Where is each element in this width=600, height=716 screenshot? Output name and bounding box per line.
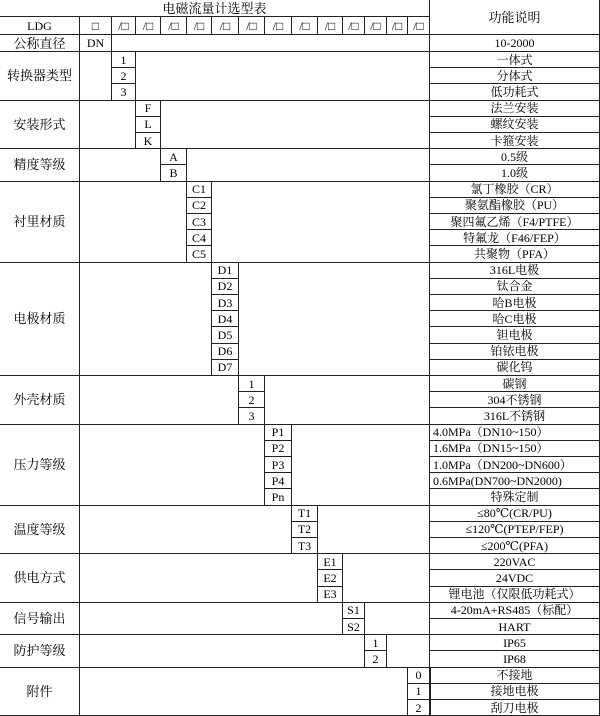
group-label: 转换器类型 — [0, 52, 80, 101]
option-desc: 304不锈钢 — [430, 392, 600, 408]
model-slot-box: /□ — [136, 17, 161, 35]
option-desc: HART — [430, 619, 600, 635]
model-slot-box: /□ — [212, 17, 239, 35]
empty-cell — [239, 263, 430, 376]
option-desc: 聚氨酯橡胶（PU） — [430, 198, 600, 214]
option-code: P2 — [265, 441, 292, 457]
model-slot-box: /□ — [318, 17, 343, 35]
model-slot-box: /□ — [265, 17, 292, 35]
option-desc: 4-20mA+RS485（标配） — [430, 603, 600, 619]
option-desc: 共聚物（PFA） — [430, 246, 600, 262]
table-title: 电磁流量计选型表 — [0, 0, 430, 17]
empty-cell — [80, 554, 318, 603]
option-desc: 接地电极 — [430, 684, 600, 700]
option-code: D7 — [212, 360, 239, 376]
option-code: E2 — [318, 570, 343, 586]
option-code: S2 — [343, 619, 365, 635]
model-slot-box: /□ — [387, 17, 408, 35]
diameter-label: 公称直径 — [0, 35, 80, 52]
option-code: F — [136, 101, 161, 117]
option-code: E1 — [318, 554, 343, 570]
option-code: 1 — [365, 635, 387, 651]
group-label: 防护等级 — [0, 635, 80, 667]
group-label: 精度等级 — [0, 149, 80, 181]
group-label: 信号输出 — [0, 603, 80, 635]
option-code: C2 — [187, 198, 212, 214]
option-desc: 铂铱电极 — [430, 344, 600, 360]
option-desc: 特氟龙（F46/FEP） — [430, 230, 600, 246]
option-desc: 24VDC — [430, 570, 600, 586]
option-code: C5 — [187, 246, 212, 262]
empty-cell — [80, 263, 212, 376]
option-code: 1 — [408, 684, 430, 700]
empty-cell — [212, 182, 430, 263]
option-code: 1 — [112, 52, 136, 68]
empty-cell — [80, 149, 161, 181]
empty-cell — [265, 376, 430, 425]
option-desc: 聚四氟乙烯（F4/PTFE） — [430, 214, 600, 230]
empty-cell — [136, 52, 430, 101]
empty-cell — [80, 603, 343, 635]
empty-cell — [80, 506, 292, 555]
option-code: Pn — [265, 489, 292, 505]
option-desc: 0.5级 — [430, 149, 600, 165]
option-desc: 1.0MPa（DN200~DN600） — [430, 457, 600, 473]
diameter-desc: 10-2000 — [430, 35, 600, 52]
option-code: 2 — [239, 392, 265, 408]
option-code: D2 — [212, 279, 239, 295]
option-code: 2 — [365, 651, 387, 667]
option-code: 3 — [112, 84, 136, 100]
option-code: 2 — [408, 700, 430, 716]
empty-cell — [292, 425, 430, 506]
option-desc: 0.6MPa(DN700~DN2000) — [430, 473, 600, 489]
option-desc: 1.6MPa（DN15~150） — [430, 441, 600, 457]
group-label: 温度等级 — [0, 506, 80, 555]
option-desc: 锂电池（仅限低功耗式） — [430, 587, 600, 603]
group-label: 外壳材质 — [0, 376, 80, 425]
function-header: 功能说明 — [430, 0, 600, 35]
model-prefix: LDG — [0, 17, 80, 35]
option-desc: 316L不锈钢 — [430, 408, 600, 424]
group-label: 衬里材质 — [0, 182, 80, 263]
option-desc: 法兰安装 — [430, 101, 600, 117]
empty-cell — [80, 668, 408, 716]
group-label: 供电方式 — [0, 554, 80, 603]
option-code: D6 — [212, 344, 239, 360]
option-code: B — [161, 165, 187, 181]
option-code: P1 — [265, 425, 292, 441]
model-slot-box: /□ — [112, 17, 136, 35]
option-desc: 钛合金 — [430, 279, 600, 295]
model-box: □ — [80, 17, 112, 35]
option-desc: 碳化钨 — [430, 360, 600, 376]
empty-cell — [80, 425, 265, 506]
option-code: K — [136, 133, 161, 149]
option-code: C4 — [187, 230, 212, 246]
option-code: L — [136, 117, 161, 133]
option-code: 2 — [112, 68, 136, 84]
model-slot-box: /□ — [365, 17, 387, 35]
group-label: 安装形式 — [0, 101, 80, 150]
option-desc: IP68 — [430, 651, 600, 667]
option-code: C1 — [187, 182, 212, 198]
option-desc: 氯丁橡胶（CR） — [430, 182, 600, 198]
option-code: D1 — [212, 263, 239, 279]
model-slot-box: /□ — [187, 17, 212, 35]
option-desc: 刮刀电极 — [430, 700, 600, 716]
option-desc: 钽电极 — [430, 327, 600, 343]
option-desc: 1.0级 — [430, 165, 600, 181]
option-desc: 哈B电极 — [430, 295, 600, 311]
model-slot-box: /□ — [408, 17, 430, 35]
group-label: 电极材质 — [0, 263, 80, 376]
option-desc: IP65 — [430, 635, 600, 651]
option-desc: 碳钢 — [430, 376, 600, 392]
option-code: C3 — [187, 214, 212, 230]
option-desc: 特殊定制 — [430, 489, 600, 505]
option-desc: 316L电极 — [430, 263, 600, 279]
option-code: 0 — [408, 668, 430, 684]
empty-cell — [161, 101, 430, 150]
option-code: D4 — [212, 311, 239, 327]
option-desc: ≤80℃(CR/PU) — [430, 506, 600, 522]
empty-cell — [112, 35, 430, 52]
option-code: D5 — [212, 327, 239, 343]
empty-cell — [80, 101, 136, 150]
option-code: S1 — [343, 603, 365, 619]
group-label: 附件 — [0, 668, 80, 716]
option-code: E3 — [318, 587, 343, 603]
option-desc: 不接地 — [430, 668, 600, 684]
option-desc: ≤200℃(PFA) — [430, 538, 600, 554]
option-desc: 4.0MPa（DN10~150） — [430, 425, 600, 441]
option-desc: 低功耗式 — [430, 84, 600, 100]
option-desc: 哈C电极 — [430, 311, 600, 327]
option-desc: ≤120℃(PTEP/FEP) — [430, 522, 600, 538]
option-desc: 卡箍安装 — [430, 133, 600, 149]
empty-cell — [80, 52, 112, 101]
empty-cell — [387, 635, 430, 667]
option-desc: 螺纹安装 — [430, 117, 600, 133]
option-code: T2 — [292, 522, 318, 538]
option-code: 1 — [239, 376, 265, 392]
option-code: A — [161, 149, 187, 165]
option-code: T1 — [292, 506, 318, 522]
group-label: 压力等级 — [0, 425, 80, 506]
model-slot-box: /□ — [292, 17, 318, 35]
empty-cell — [343, 554, 430, 603]
option-desc: 分体式 — [430, 68, 600, 84]
model-slot-box: /□ — [239, 17, 265, 35]
model-slot-box: /□ — [343, 17, 365, 35]
option-code: D3 — [212, 295, 239, 311]
model-slot-box: /□ — [161, 17, 187, 35]
empty-cell — [80, 182, 187, 263]
option-code: T3 — [292, 538, 318, 554]
option-code: P4 — [265, 473, 292, 489]
empty-cell — [80, 376, 239, 425]
option-desc: 220VAC — [430, 554, 600, 570]
option-code: P3 — [265, 457, 292, 473]
empty-cell — [365, 603, 430, 635]
empty-cell — [318, 506, 430, 555]
empty-cell — [187, 149, 430, 181]
diameter-code: DN — [80, 35, 112, 52]
option-desc: 一体式 — [430, 52, 600, 68]
empty-cell — [80, 635, 365, 667]
option-code: 3 — [239, 408, 265, 424]
